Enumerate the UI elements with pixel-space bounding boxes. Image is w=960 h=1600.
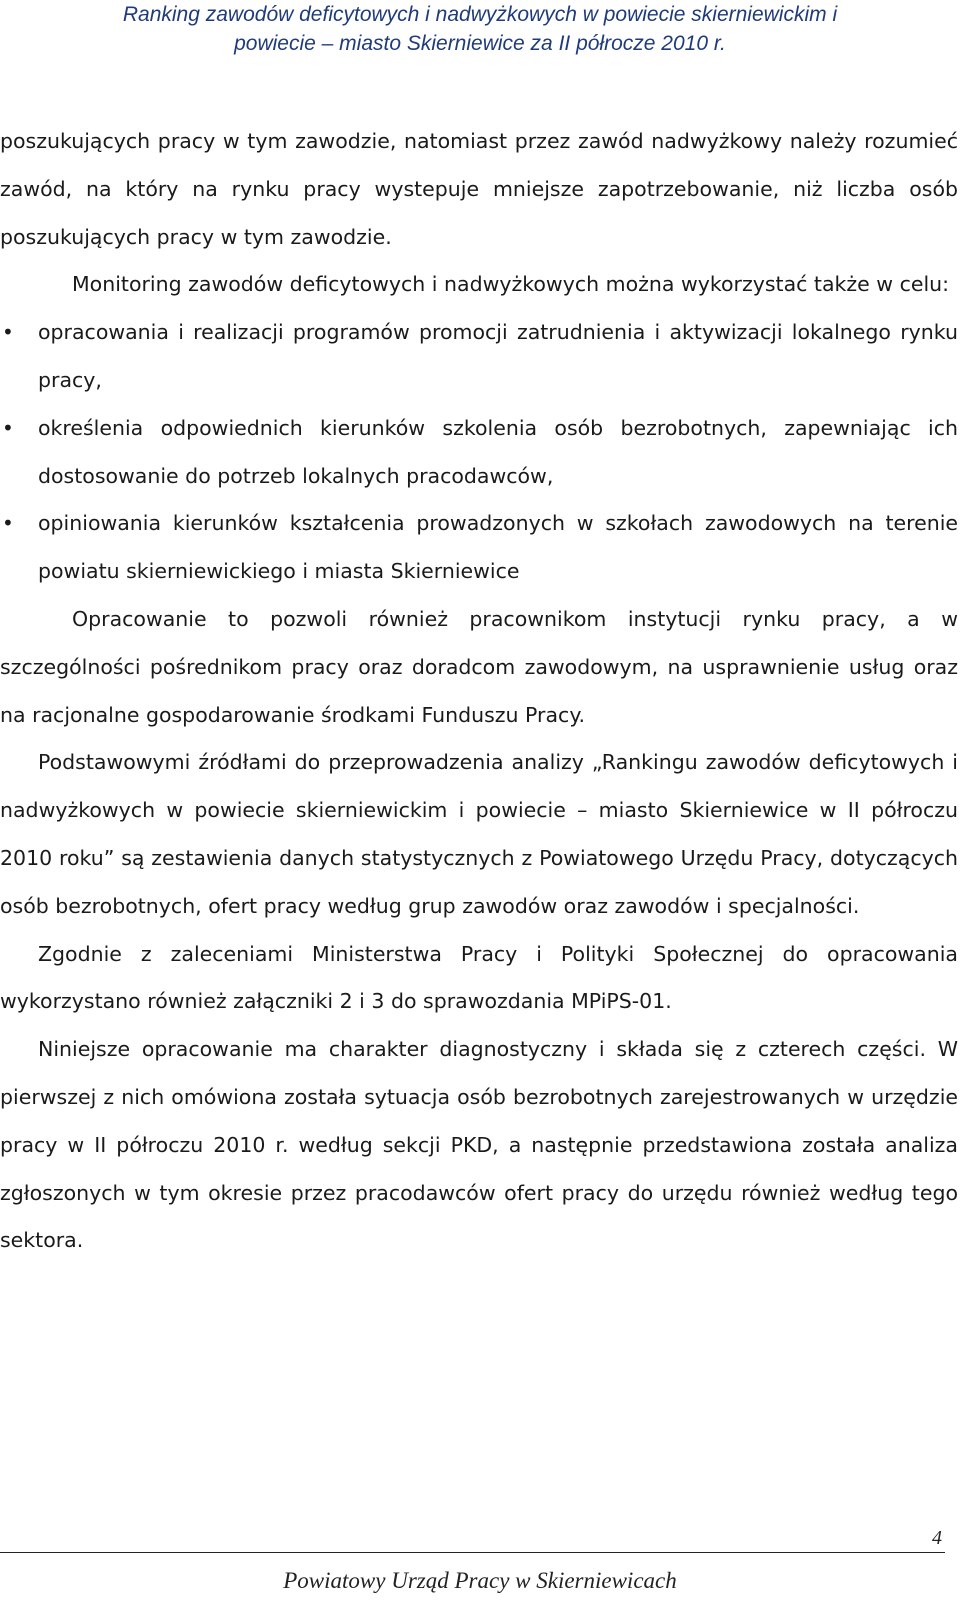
header-title-line-1: Ranking zawodów deficytowych i nadwyżkowych w powiecie skierniewickim i bbox=[122, 3, 838, 26]
bullet-icon: • bbox=[2, 415, 14, 440]
list-item bbox=[0, 309, 958, 405]
list-item-text: opracowania i realizacji programów promocji zatrudnienia i aktywizacji lokalnego rynku pracy, bbox=[38, 320, 958, 392]
paragraph-definition: poszukujących pracy w tym zawodzie, natomiast przez zawód nadwyżkowy należy rozumieć zawód, na który na rynku pracy wystepuje mniejsze zapotrzebowanie, niż liczba osób poszukujących pracy w tym zawodzie. bbox=[0, 129, 958, 249]
bullet-icon: • bbox=[2, 511, 14, 536]
paragraph-benefits: Opracowanie to pozwoli również pracownikom instytucji rynku pracy, a w szczególności pośrednikom pracy oraz doradcom zawodowym, na usprawnienie usług oraz na racjonalne gospodarowanie środkami Funduszu Pracy. bbox=[0, 606, 958, 727]
document-body bbox=[0, 118, 958, 1265]
purpose-list bbox=[0, 309, 958, 596]
footer-institution: Powiatowy Urząd Pracy w Skierniewicach bbox=[283, 1568, 677, 1593]
list-item-text: określenia odpowiednich kierunków szkolenia osób bezrobotnych, zapewniając ich dostosowanie do potrzeb lokalnych pracodawców, bbox=[38, 415, 958, 488]
list-item-text: opiniowania kierunków kształcenia prowadzonych w szkołach zawodowych na terenie powiatu skierniewickiego i miasta Skierniewice bbox=[38, 511, 958, 584]
paragraph-ministry-guidelines: Zgodnie z zaleceniami Ministerstwa Pracy i Polityki Społecznej do opracowania wykorzystano również załączniki 2 i 3 do sprawozdania MPiPS-01. bbox=[0, 941, 958, 1014]
footer-divider bbox=[0, 1552, 945, 1553]
bullet-icon: • bbox=[2, 320, 14, 345]
header-title-line-2: powiecie – miasto Skierniewice za II półrocze 2010 r. bbox=[234, 32, 726, 55]
paragraph-monitoring-intro: Monitoring zawodów deficytowych i nadwyżkowych można wykorzystać także w celu: bbox=[72, 272, 950, 297]
paragraph-sources: Podstawowymi źródłami do przeprowadzenia analizy „Rankingu zawodów deficytowych i nadwyżkowych w powiecie skierniewickim i powiecie – miasto Skierniewice w II półroczu 2010 roku” są zestawienia danych statystycznych z Powiatowego Urzędu Pracy, dotyczących osób bezrobotnych, ofert pracy według grup zawodów oraz zawodów i specjalności. bbox=[0, 750, 958, 918]
paragraph-structure: Niniejsze opracowanie ma charakter diagnostyczny i składa się z czterech części. W pierwszej z nich omówiona została sytuacja osób bezrobotnych zarejestrowanych w urzędzie pracy w II półroczu 2010 r. według sekcji PKD, a następnie przedstawiona została analiza zgłoszonych w tym okresie przez pracodawców ofert pracy do urzędu również według tego sektora. bbox=[0, 1037, 958, 1253]
page-number: 4 bbox=[932, 1527, 942, 1549]
list-item bbox=[0, 500, 958, 596]
page-header bbox=[0, 0, 960, 60]
list-item bbox=[0, 405, 958, 501]
